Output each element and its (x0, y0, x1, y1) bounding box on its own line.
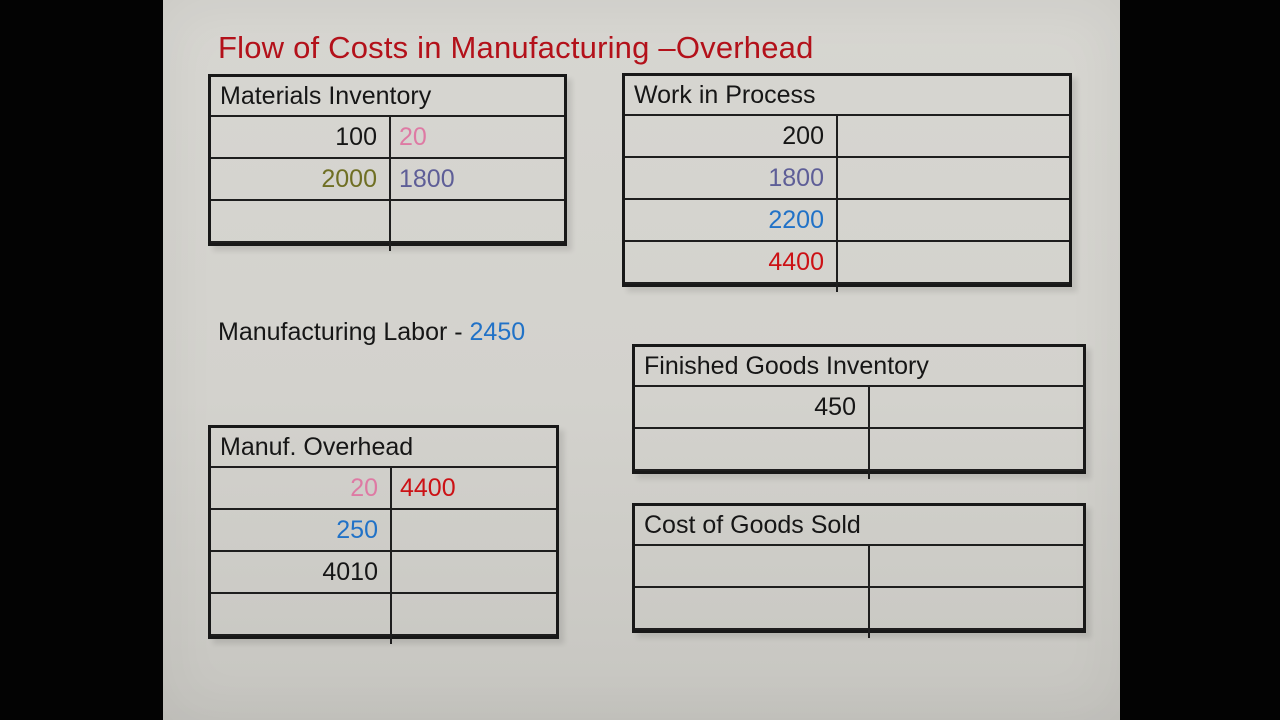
account-title: Work in Process (625, 76, 1069, 116)
manufacturing-labor-label: Manufacturing Labor - (218, 318, 470, 346)
credit-cell: 20 (399, 123, 427, 151)
t-account-divider (868, 387, 870, 479)
t-account-materials-inventory (208, 74, 567, 246)
account-row (211, 201, 564, 243)
account-title: Cost of Goods Sold (635, 506, 1083, 546)
credit-cell (836, 116, 1069, 156)
t-account-finished-goods (632, 344, 1086, 474)
debit-cell: 4010 (322, 558, 378, 586)
letterbox-left (0, 0, 163, 720)
debit-cell (635, 546, 868, 586)
account-row (625, 242, 1069, 284)
account-row (635, 429, 1083, 471)
account-row (211, 510, 556, 552)
t-account-work-in-process (622, 73, 1072, 287)
account-row (625, 158, 1069, 200)
t-account-divider (390, 468, 392, 644)
credit-cell (868, 546, 1083, 586)
manufacturing-labor-value: 2450 (469, 318, 526, 346)
letterbox-right (1120, 0, 1280, 720)
debit-cell: 2200 (768, 206, 824, 234)
slide-canvas (163, 0, 1120, 720)
debit-cell: 2000 (321, 165, 377, 193)
account-row (211, 117, 564, 159)
debit-cell (635, 588, 868, 628)
credit-cell (868, 387, 1083, 427)
manufacturing-labor-line (218, 318, 525, 347)
t-account-manuf-overhead (208, 425, 559, 639)
credit-cell (868, 588, 1083, 628)
debit-cell: 200 (782, 122, 824, 150)
account-row (211, 552, 556, 594)
debit-cell: 250 (336, 516, 378, 544)
account-row (625, 200, 1069, 242)
credit-cell (868, 429, 1083, 469)
credit-cell (836, 200, 1069, 240)
account-row (635, 588, 1083, 630)
credit-cell (390, 594, 556, 634)
credit-cell: 1800 (399, 165, 455, 193)
debit-cell (211, 594, 390, 634)
account-row (211, 468, 556, 510)
credit-cell (836, 158, 1069, 198)
t-account-cost-of-goods-sold (632, 503, 1086, 633)
debit-cell: 1800 (768, 164, 824, 192)
t-account-divider (868, 546, 870, 638)
debit-cell (211, 201, 389, 241)
credit-cell (389, 201, 564, 241)
credit-cell: 4400 (400, 474, 456, 502)
slide-title: Flow of Costs in Manufacturing –Overhead (218, 30, 814, 65)
account-title: Materials Inventory (211, 77, 564, 117)
credit-cell (390, 552, 556, 592)
t-account-divider (836, 116, 838, 292)
account-row (625, 116, 1069, 158)
account-title: Manuf. Overhead (211, 428, 556, 468)
account-row (635, 546, 1083, 588)
debit-cell: 4400 (768, 248, 824, 276)
account-row (211, 159, 564, 201)
t-account-divider (389, 117, 391, 251)
debit-cell: 100 (335, 123, 377, 151)
account-row (635, 387, 1083, 429)
debit-cell: 20 (350, 474, 378, 502)
account-row (211, 594, 556, 636)
credit-cell (390, 510, 556, 550)
account-title: Finished Goods Inventory (635, 347, 1083, 387)
credit-cell (836, 242, 1069, 282)
debit-cell (635, 429, 868, 469)
debit-cell: 450 (814, 393, 856, 421)
